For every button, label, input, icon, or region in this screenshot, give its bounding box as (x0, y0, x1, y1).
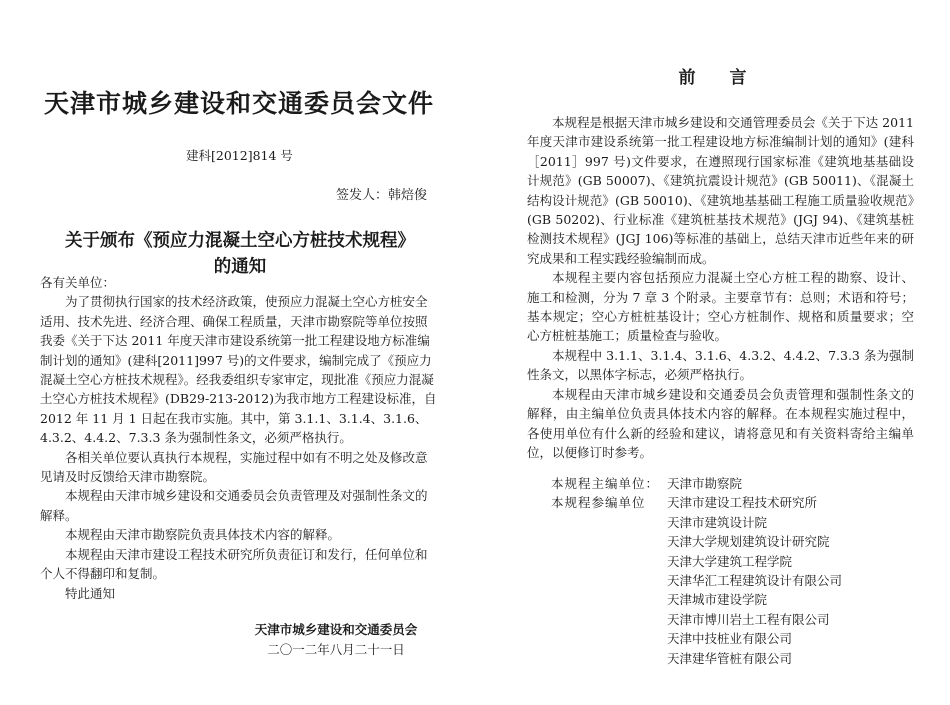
notice-paragraph: 本规程由天津市建设工程技术研究所负责征订和发行，任何单位和个人不得翻印和复制。 (40, 546, 428, 582)
chief-editor-label: 本规程主编单位： (551, 476, 660, 491)
co-editor-row (527, 532, 927, 551)
co-editor-unit: 天津市博川岩土工程有限公司 (667, 611, 830, 627)
co-editor-unit: 天津华汇工程建筑设计有限公司 (667, 573, 843, 589)
notice-body (40, 273, 438, 603)
chief-editor-unit: 天津市勘察院 (667, 476, 743, 491)
editing-units (527, 474, 927, 668)
preface-title: 前言 (678, 68, 781, 88)
notice-paragraph: 本规程由天津市勘察院负责具体技术内容的解释。 (65, 527, 341, 543)
co-editor-unit: 天津大学规划建筑设计研究院 (667, 534, 830, 550)
notice-title-line-2: 的通知 (213, 257, 267, 277)
co-editor-unit: 天津建华管桩有限公司 (667, 650, 793, 666)
document-number: 建科[2012]814 号 (186, 148, 293, 163)
notice-paragraph: 为了贯彻执行国家的技术经济政策，使预应力混凝土空心方桩安全适用、技术先进、经济合理、确保工程质量，天津市勘察院等单位按照我委《关于下达 2011 年度天津市建设系统第一批工程建设地方标准编制计划的通知》(建科[2011]997 号)的文件要求，编制完成了《预应力混凝土空心方桩技术规程》。经我委组织专家审定，现批准《预应力混凝土空心方桩技术规程》(DB29-213-2012)为我市地方工程建设标准，自 2012 年 11 月 1 日起在我市实施。其中，第 3.1.1、3.1.4、3.1.6、4.3.2、4.4.2、7.3.3 条为强制性条文，必须严格执行。 (40, 294, 437, 446)
co-editor-row (527, 552, 927, 571)
right-page (475, 0, 950, 705)
notice-paragraph: 各相关单位要认真执行本规程，实施过程中如有不明之处及修改意见请及时反馈给天津市勘察院。 (40, 449, 428, 485)
signature-date: 二〇一二年八月二十一日 (267, 642, 405, 657)
chief-editor-row (527, 474, 927, 493)
notice-paragraph: 本规程由天津市城乡建设和交通委员会负责管理及对强制性条文的解释。 (40, 488, 428, 523)
document-header-title: 天津市城乡建设和交通委员会文件 (44, 89, 435, 118)
co-editor-unit: 天津城市建设学院 (667, 592, 768, 608)
co-editor-unit: 天津大学建筑工程学院 (667, 553, 793, 569)
closing-line: 特此通知 (65, 585, 116, 601)
preface-paragraph: 本规程中 3.1.1、3.1.4、3.1.6、4.3.2、4.4.2、7.3.3 条为强制性条文，以黑体字标志，必须严格执行。 (527, 347, 914, 383)
notice-title-line-1: 关于颁布《预应力混凝土空心方桩技术规程》 (65, 231, 415, 251)
co-editor-label: 本规程参编单位 (551, 495, 646, 511)
co-editor-row (527, 590, 927, 609)
co-editor-unit: 天津市建设工程技术研究所 (667, 495, 818, 511)
salutation: 各有关单位： (40, 275, 116, 290)
co-editor-row (527, 629, 927, 648)
signer-line: 签发人：韩焙俊 (336, 188, 428, 203)
co-editor-row (527, 513, 927, 532)
co-editor-row (527, 493, 927, 512)
co-editor-unit: 天津中技桩业有限公司 (667, 631, 793, 647)
signature-organization: 天津市城乡建设和交通委员会 (254, 622, 418, 637)
co-editor-unit: 天津市建筑设计院 (667, 514, 768, 530)
co-editor-row (527, 610, 927, 629)
co-editor-row (527, 571, 927, 590)
preface-paragraph: 本规程主要内容包括预应力混凝土空心方桩工程的勘察、设计、施工和检测，分为 7 章 3 个附录。主要章节有：总则；术语和符号；基本规定；空心方桩桩基设计；空心方桩制作、规格和质量要求；空心方桩桩基施工；质量检查与验收。 (527, 270, 914, 344)
preface-paragraph: 本规程是根据天津市城乡建设和交通管理委员会《关于下达 2011 年度天津市建设系统第一批工程建设地方标准编制计划的通知》(建科［2011］997 号)文件要求，在遵照现行国家标准《建筑地基基础设计规范》(GB 50007)、《建筑抗震设计规范》(GB 50011)、《混凝土结构设计规范》(GB 50010)、《建筑地基基础工程施工质量验收规范》(GB 50202)、行业标准《建筑桩基技术规范》(JGJ 94)、《建筑基桩检测技术规程》(JGJ 106)等标准的基础上，总结天津市近些年来的研究成果和工程实践经验编制而成。 (527, 115, 914, 266)
preface-body (527, 113, 914, 462)
preface-paragraph: 本规程由天津市城乡建设和交通委员会负责管理和强制性条文的解释，由主编单位负责具体技术内容的解释。在本规程实施过程中，各使用单位有什么新的经验和建议，请将意见和有关资料寄给主编单位，以便修订时参考。 (527, 386, 914, 460)
co-editor-row (527, 649, 927, 668)
